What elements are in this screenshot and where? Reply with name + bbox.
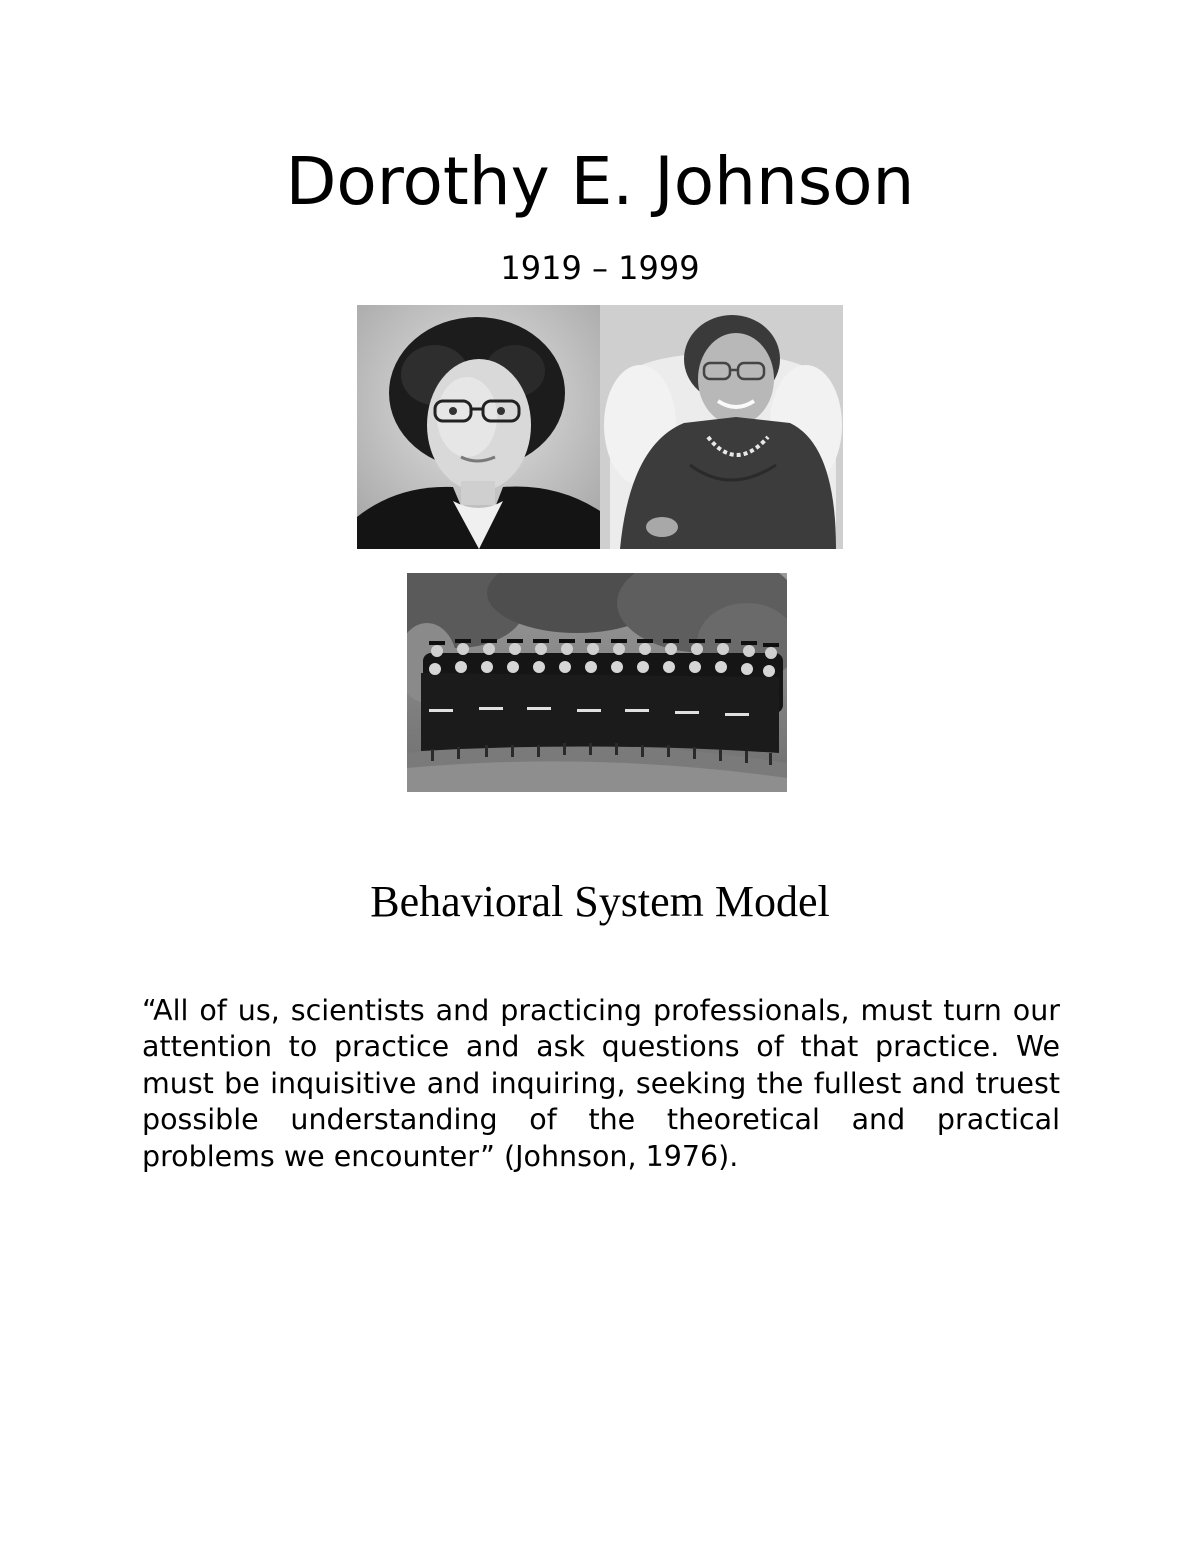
quote-paragraph: “All of us, scientists and practicing professionals, must turn our attention to practice and ask questions of that practice. We must be inquisitive and inquiring, seeking the fullest and truest possible understanding of the theoretical and practical problems we encounter” (Johnson, 1976).	[142, 994, 1060, 1173]
portrait-photo-young	[357, 305, 600, 549]
life-years: 1919 – 1999	[500, 249, 700, 287]
portrait-photo-older	[600, 305, 843, 549]
group-graduation-photo	[407, 573, 787, 792]
model-subtitle: Behavioral System Model	[370, 877, 830, 926]
page-title: Dorothy E. Johnson	[285, 143, 915, 220]
